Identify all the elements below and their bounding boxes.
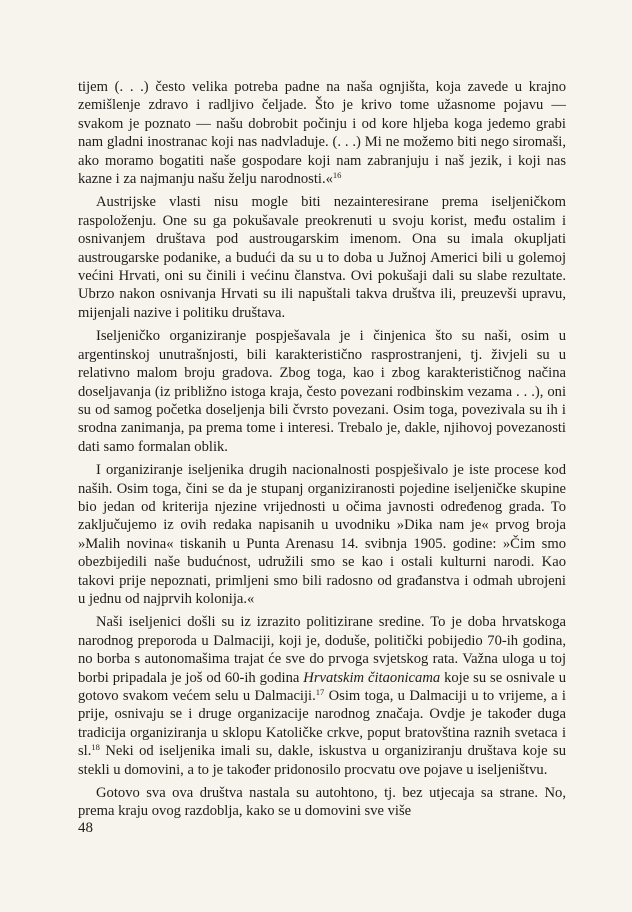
paragraph-autochthonous [78,784,566,821]
paragraph-quote-ending [78,78,566,188]
paragraph-other-nationalities [78,461,566,608]
paragraph-text: Gotovo sva ova društva nastala su autohtono, tj. bez utjecaja sa strane. No, prema kraju ovog razdoblja, kako se u domovini sve više [78,785,566,820]
paragraph-text: Austrijske vlasti nisu mogle biti nezainteresirane prema iseljeničkom raspoloženju. One su ga pokušavale preokrenuti u svoju korist, među ostalim i osnivanjem društava pod austrougarskim imenom. Ona su imala okupljati austrougarske podanike, a budući da su u to doba u Južnoj Americi bili u golemoj većini Hrvati, oni su činili i većinu članstva. Ovi pokušaji dali su slabe rezultate. Ubrzo nakon osnivanja Hrvati su ili napuštali takva društva ili, preuzevši upravu, mijenjali nazive i politiku društava. [78,194,566,321]
footnote-ref-17: 17 [315,687,325,697]
paragraph-text: I organiziranje iseljenika drugih nacionalnosti pospješivalo je iste procese kod naših. Osim toga, čini se da je stupanj organiziranosti pojedine iseljeničke skupine bio jedan od kriterija njezine vrijednosti u očima javnosti određenog grada. To zaključujemo iz ovih redaka napisanih u uvodniku »Dika nam je« prvog broja »Malih novina« tiskanih u Punta Arenasu 14. svibnja 1905. godine: »Čim smo obezbijedili naše budućnost, udružili smo se kao i ostali kulturni narodi. Kao takovi prije nepoznati, primljeni smo bili radosno od građanstva i odmah ubrojeni u jednu od najprvih kolonija.« [78,462,566,607]
footnote-ref-16: 16 [332,170,342,181]
footnote-ref-18: 18 [91,742,100,753]
page-number: 48 [78,820,93,836]
paragraph-austrian-authorities [78,193,566,322]
paragraph-text: koje su se osnivale u gotovo svakom većem selu u Dalmaciji. [78,669,566,704]
paragraph-text: Naši iseljenici došli su iz izrazito politizirane sredine. To je doba hrvatskoga narodnog preporoda u Dalmaciji, koji je, doduše, politički pobijedio 70-ih godina, no borba s autonomašima trajat će sve do prvoga svjetskog rata. Važna uloga u toj borbi pripadala je još od 60-ih godina [78,614,566,686]
paragraph-emigrant-organizing [78,327,566,456]
body-text [78,78,566,821]
paragraph-text: Neki od iseljenika imali su, dakle, iskustva u organiziranju društava koje su stekli u domovini, a to je također pridonosilo procvatu ove pojave u iseljeništvu. [78,743,566,778]
paragraph-text: tijem (. . .) često velika potreba padne na naša ognjišta, koja zavede u krajno zemišlenje zdravo i radljivo čeljade. Što je krivo tome užasnome pojavu — svakom je poznato — našu dobrobit počinju i od kore hljeba koga jedemo grabi nam gladni inostranac koji nas nadvladuje. (. . .) Mi ne možemo biti nego siromaši, ako moramo bogatiti naše gospodare koji nam zabranjuju i naš jezik, i koji nas kazne i za najmanju našu želju narodnosti.« [78,79,566,188]
paragraph-text: Iseljeničko organiziranje pospješavala je i činjenica što su naši, osim u argentinskoj unutrašnjosti, bili karakteristično rasprostranjeni, tj. živjeli su u relativno malom broju gradova. Zbog toga, kao i zbog karakterističnog načina doseljavanja (iz približno istoga kraja, često povezani rodbinskim vezama . . .), oni su od samog početka doseljenja bili čvrsto povezani. Osim toga, povezivala su ih i srodna zanimanja, pa prema tome i interesi. Trebalo je, dakle, njihovoj povezanosti dati samo formalan oblik. [78,328,566,455]
paragraph-politicized-milieu [78,613,566,779]
italic-term: Hrvatskim čitaonicama [303,669,441,686]
paragraph-text: Osim toga, u Dalmaciji u to vrijeme, a i prije, osnivaju se i druge organizacije narodnog značaja. Ovdje je također duga tradicija organiziranja u sklopu Katoličke crkve, poput bratovština raznih svetaca i sl. [78,688,566,760]
